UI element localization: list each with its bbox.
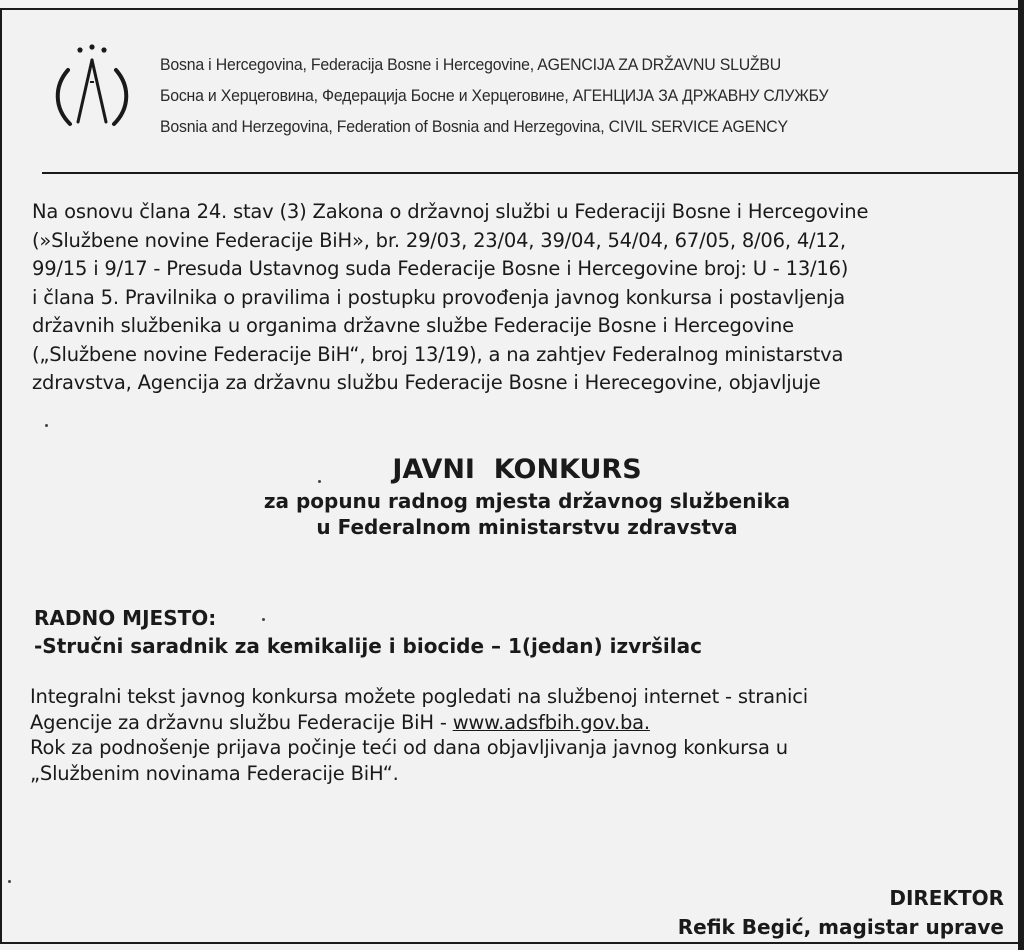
details-paragraph <box>30 684 808 786</box>
website-link[interactable]: www.adsfbih.gov.ba. <box>452 710 650 734</box>
header-line-bosnian: Bosna i Hercegovina, Federacija Bosne i Hercegovine, AGENCIJA ZA DRŽAVNU SLUŽBU <box>160 56 782 74</box>
agency-logo-icon <box>52 42 132 138</box>
position-value: -Stručni saradnik za kemikalije i biocide – 1(jedan) izvršilac <box>34 634 702 658</box>
speck <box>45 424 48 427</box>
intro-line: državnih službenika u organima državne službe Federacije Bosne i Hercegovine <box>32 314 794 337</box>
intro-line: 99/15 i 9/17 - Presuda Ustavnog suda Federacije Bosne i Hercegovine broj: U - 13/16) <box>32 257 849 280</box>
header-line-english: Bosnia and Herzegovina, Federation of Bosnia and Herzegovina, CIVIL SERVICE AGENCY <box>160 118 788 136</box>
announcement-title: JAVNI KONKURS <box>392 454 642 485</box>
header-divider <box>42 172 1024 174</box>
speck <box>318 480 321 483</box>
intro-line: („Službene novine Federacije BiH“, broj 13/19), a na zahtjev Federalnog ministarstva <box>32 342 844 366</box>
announcement-heading <box>0 452 1024 540</box>
intro-paragraph <box>32 198 992 398</box>
agency-header <box>160 50 828 143</box>
position-label: RADNO MJESTO: <box>34 606 217 630</box>
signature-title: DIREKTOR <box>889 886 1004 910</box>
intro-line: Na osnovu člana 24. stav (3) Zakona o državnoj službi u Federaciji Bosne i Hercegovine <box>32 200 869 223</box>
signature-block <box>678 884 1004 942</box>
announcement-subtitle: za popunu radnog mjesta državnog službenika <box>263 489 791 513</box>
header-line-cyrillic: Босна и Херцеговина, Федерација Босне и Херцеговине, АГЕНЦИЈА ЗА ДРЖАВНУ СЛУЖБУ <box>160 87 829 105</box>
intro-line: i člana 5. Pravilnika o pravilima i postupku provođenja javnog konkursa i postavljenja <box>32 285 846 309</box>
details-line: „Službenim novinama Federacije BiH“. <box>30 761 399 785</box>
intro-line: (»Službene novine Federacije BiH», br. 29/03, 23/04, 39/04, 54/04, 67/05, 8/06, 4/12, <box>32 228 846 252</box>
details-line: Integralni tekst javnog konkursa možete pogledati na službenoj internet - stranici <box>30 685 808 708</box>
speck <box>8 880 11 883</box>
details-line-website <box>30 710 808 736</box>
position-block <box>34 604 702 660</box>
intro-line: zdravstva, Agencija za državnu službu Federacije Bosne i Herecegovine, objavljuje <box>32 371 821 394</box>
speck <box>262 618 265 621</box>
announcement-subtitle-ministry: u Federalnom ministarstvu zdravstva <box>316 515 738 539</box>
details-line-prefix: Agencije za državnu službu Federacije BiH - <box>30 710 453 734</box>
details-line: Rok za podnošenje prijava počinje teći od dana objavljivanja javnog konkursa u <box>30 736 788 759</box>
signature-name: Refik Begić, magistar uprave <box>677 915 1004 939</box>
